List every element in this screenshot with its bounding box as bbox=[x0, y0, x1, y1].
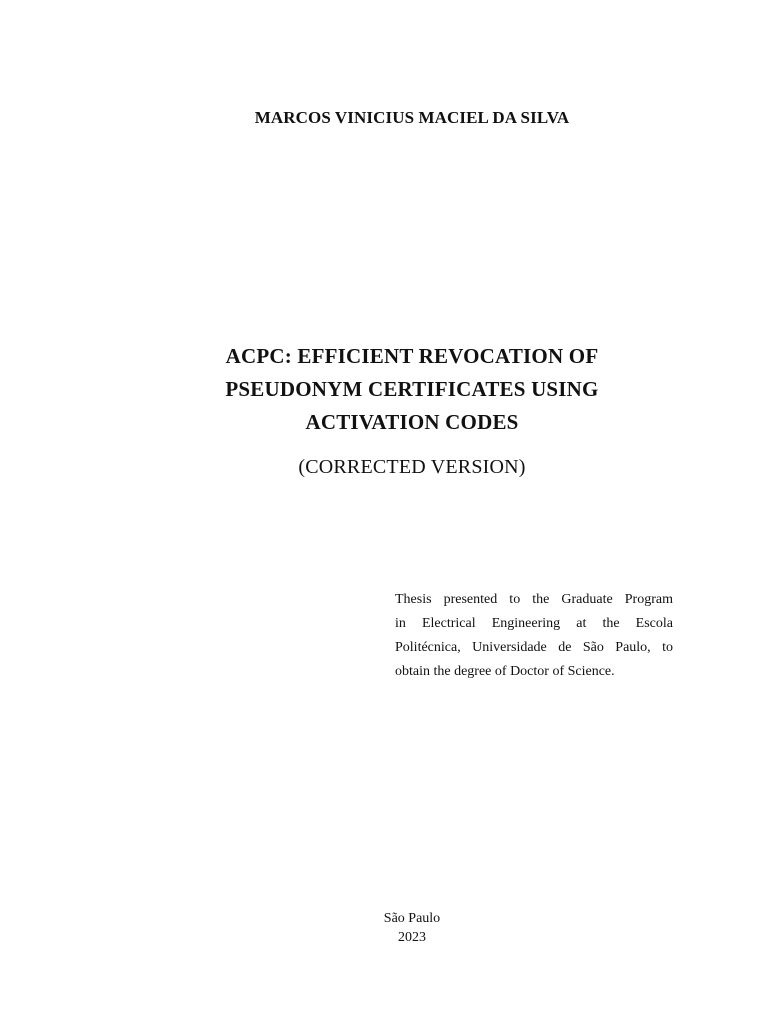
place: São Paulo bbox=[383, 911, 441, 926]
title-line: ACTIVATION CODES bbox=[305, 410, 519, 434]
description-line: obtain the degree of Doctor of Science. bbox=[395, 664, 615, 679]
place-and-year bbox=[0, 909, 770, 947]
thesis-description bbox=[395, 588, 673, 684]
title-line: PSEUDONYM CERTIFICATES USING bbox=[225, 377, 599, 401]
version-note: (CORRECTED VERSION) bbox=[298, 456, 526, 478]
description-line: Politécnica, Universidade de São Paulo, to bbox=[395, 640, 673, 655]
title-line: ACPC: EFFICIENT REVOCATION OF bbox=[225, 344, 599, 368]
year: 2023 bbox=[398, 930, 426, 945]
author-name: MARCOS VINICIUS MACIEL DA SILVA bbox=[254, 108, 570, 127]
description-line: in Electrical Engineering at the Escola bbox=[395, 616, 673, 631]
thesis-title bbox=[0, 340, 770, 439]
description-line: Thesis presented to the Graduate Program bbox=[395, 592, 673, 607]
